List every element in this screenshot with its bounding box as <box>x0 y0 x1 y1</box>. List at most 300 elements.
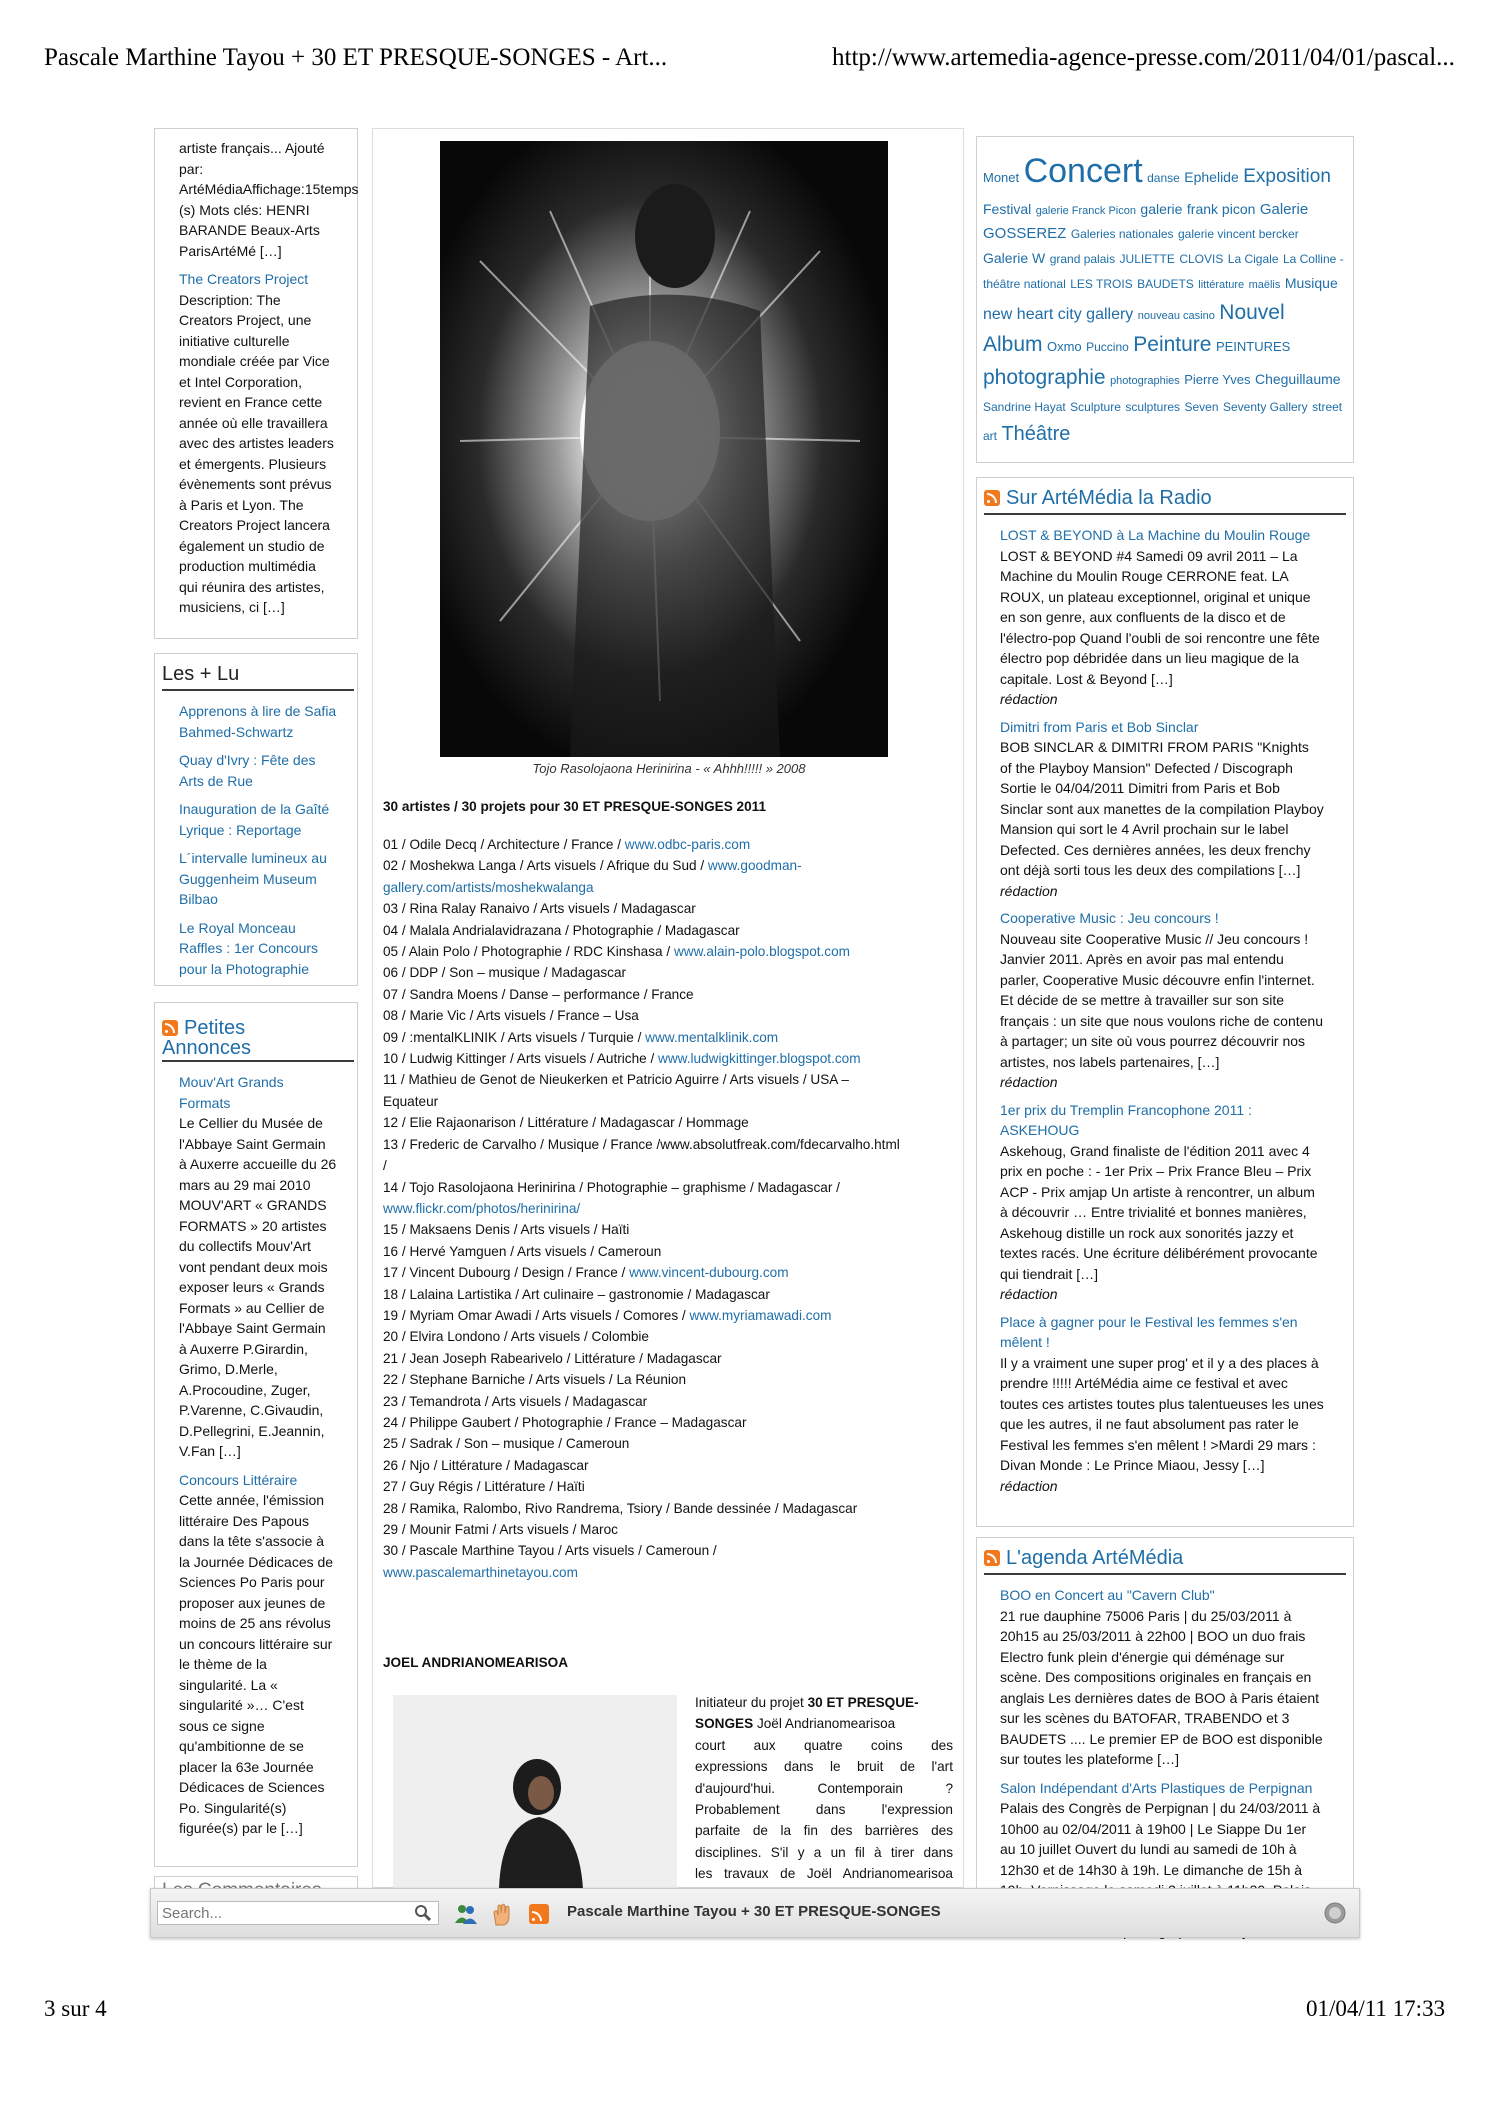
tag-link[interactable]: Musique <box>1284 275 1338 292</box>
link-line: Guggenheim Museum <box>179 870 317 887</box>
print-datetime: 01/04/11 17:33 <box>1306 1996 1446 2021</box>
excerpt-line: LOST & BEYOND #4 Samedi 09 avril 2011 – La <box>1000 547 1298 564</box>
tag-link[interactable]: Galeries nationales <box>1070 227 1174 242</box>
text-line: Description: The <box>179 291 281 308</box>
excerpt-line: ROUX, un plateau exceptionnel, original et unique <box>1000 588 1311 605</box>
artist-text: 15 / Maksaens Denis / Arts visuels / Haïti <box>383 1222 630 1238</box>
artist-row <box>383 1519 958 1540</box>
radio-post <box>1000 525 1346 710</box>
text-line: artiste français... Ajouté <box>179 140 325 156</box>
text-line: l'Abbaye Saint Germain <box>179 1135 326 1152</box>
text-line: littéraire Des Papous <box>179 1512 309 1529</box>
list-item <box>179 1072 354 1462</box>
les-plus-lu-link[interactable] <box>179 750 354 791</box>
les-plus-lu-link[interactable] <box>179 701 354 742</box>
tag-link[interactable]: La Cigale <box>1227 252 1279 267</box>
artist-row <box>383 1498 958 1519</box>
text-line: à Auxerre P.Girardin, <box>179 1340 308 1357</box>
artist-row <box>383 1262 958 1283</box>
artist-text: 09 / :mentalKLINIK / Arts visuels / Turquie / <box>383 1029 646 1045</box>
post-title-link[interactable] <box>1000 525 1346 546</box>
artist-text: 14 / Tojo Rasolojaona Herinirina / Photographie – graphisme / Madagascar / <box>383 1179 840 1195</box>
tag-link[interactable]: Cheguillaume <box>1254 370 1341 387</box>
artist-row <box>383 1198 958 1219</box>
link-line: Le Royal Monceau <box>179 919 296 936</box>
post-author: rédaction <box>1000 691 1058 707</box>
text-line: ArtéMédiaAffichage:15temps <box>179 181 359 197</box>
text-segment: Initiateur du projet <box>695 1695 808 1710</box>
text-line: par: <box>179 160 204 177</box>
artist-text: 22 / Stephane Barniche / Arts visuels / La Réunion <box>383 1372 687 1388</box>
project-name: SONGES <box>695 1716 754 1732</box>
artist-text: 04 / Malala Andrialavidrazana / Photographie / Madagascar <box>383 922 740 938</box>
artist-website-link[interactable]: www.alain-polo.blogspot.com <box>673 944 850 960</box>
text-segment: disciplines. S'il y a un fil à tirer dans <box>695 1844 953 1860</box>
excerpt-line: Machine du Moulin Rouge CERRONE feat. LA <box>1000 568 1289 584</box>
recent-posts-list <box>179 138 359 626</box>
tag-link[interactable]: gallery <box>1086 305 1134 323</box>
excerpt-line: BAUDETS .... Le premier EP de BOO est disponible <box>1000 1730 1323 1747</box>
artist-row <box>383 1562 958 1583</box>
text-line: A.Procoudine, Zuger, <box>179 1381 311 1398</box>
text-line: Creators Project lancera <box>179 517 330 533</box>
title-line: 1er prix du Tremplin Francophone 2011 : <box>1000 1101 1252 1118</box>
joel-text-line <box>695 1820 953 1841</box>
text-line: qui réunira des artistes, <box>179 578 325 595</box>
text-line: à Auxerre accueille du 26 <box>179 1156 337 1172</box>
excerpt-line: que les autres, il ne faut absolument pas rater le <box>1000 1416 1299 1432</box>
petites-annonces-title: Petites Annonces <box>162 1016 354 1062</box>
tag-link[interactable]: CLOVIS <box>1179 252 1224 267</box>
artist-row <box>383 1348 958 1369</box>
artist-text: 10 / Ludwig Kittinger / Arts visuels / Autriche / <box>383 1051 659 1067</box>
text-line: MOUV'ART « GRANDS <box>179 1197 327 1213</box>
mouvart-link[interactable]: Mouv'Art Grands Formats <box>179 1074 284 1111</box>
joel-text-line <box>695 1799 953 1820</box>
artist-row <box>383 855 958 876</box>
tag-link[interactable]: Galerie W <box>983 250 1046 267</box>
text-line: Cette année, l'émission <box>179 1492 325 1508</box>
artist-row <box>383 1369 958 1390</box>
artist-text: 24 / Philippe Gaubert / Photographie / France – Madagascar <box>383 1414 747 1430</box>
agenda-post <box>1000 1585 1346 1770</box>
joel-text <box>695 1692 953 1906</box>
artist-text: 01 / Odile Decq / Architecture / France / <box>383 837 625 852</box>
excerpt-line: Janvier 2011. Après en avoir pas mal entendu <box>1000 951 1284 967</box>
list-item <box>179 269 355 618</box>
title-line: mêlent ! <box>1000 1334 1050 1350</box>
joel-text-line <box>695 1692 953 1713</box>
tag-link[interactable]: La Colline - théâtre national <box>983 252 1344 292</box>
portrait-photo <box>393 1695 677 1889</box>
artist-text: 19 / Myriam Omar Awadi / Arts visuels / Comores / <box>383 1307 690 1323</box>
text-line: sous ce signe <box>179 1717 265 1734</box>
joel-text-line <box>695 1778 953 1799</box>
les-plus-lu-link[interactable] <box>179 848 354 910</box>
radio-post-list <box>984 525 1346 1496</box>
joel-text-line <box>695 1756 953 1777</box>
text-line: avec des artistes leaders <box>179 435 334 451</box>
excerpt-line: Festival les femmes s'en mêlent ! >Mardi 29 mars : <box>1000 1436 1316 1453</box>
artist-row <box>383 1540 958 1561</box>
joel-text-line <box>695 1863 953 1884</box>
tag-link[interactable]: Concert <box>1023 152 1143 190</box>
title-line: BOO en Concert au "Cavern Club" <box>1000 1587 1215 1603</box>
text-line: (s) Mots clés: HENRI <box>179 201 310 218</box>
tag-link[interactable]: Théâtre <box>1001 423 1071 446</box>
excerpt-line: en son genre, aux confluents de la disco et de <box>1000 609 1286 625</box>
rss-icon[interactable] <box>162 1020 178 1036</box>
artist-text: 30 / Pascale Marthine Tayou / Arts visuels / Cameroun / <box>383 1543 717 1559</box>
tag-link[interactable]: Galerie GOSSEREZ <box>983 200 1309 243</box>
text-line: évènements sont prévus <box>179 476 332 492</box>
artist-row <box>383 877 958 898</box>
tag-link[interactable]: Oxmo <box>1046 339 1082 355</box>
text-line: musiciens, ci […] <box>179 599 285 615</box>
excerpt-line: à partager; un site où vous pourrez découvrir nos <box>1000 1033 1306 1049</box>
tag-link[interactable]: galerie Franck Picon <box>1035 204 1136 217</box>
artist-text: 13 / Frederic de Carvalho / Musique / France /www.absolutfreak.com/fdecarvalho.html <box>383 1136 900 1152</box>
post-title-link[interactable] <box>1000 717 1346 738</box>
artist-row <box>383 941 958 962</box>
excerpt-line: électro pop débridée dans un lieu magique de la <box>1000 650 1299 666</box>
rss-icon[interactable] <box>984 490 1000 506</box>
text-segment: court aux quatre coins des <box>695 1737 953 1753</box>
artist-row <box>383 1112 958 1133</box>
title-line: Cooperative Music : Jeu concours ! <box>1000 910 1219 926</box>
artist-row <box>383 1391 958 1412</box>
tag-link[interactable]: Sculpture <box>1070 399 1121 414</box>
radio-post <box>1000 1312 1346 1497</box>
title-line: Salon Indépendant d'Arts Plastiques de Perpignan <box>1000 1779 1313 1796</box>
artist-row <box>383 1412 958 1433</box>
text-line: proposer aux jeunes de <box>179 1594 326 1611</box>
text-line: qu'ambitionne de se <box>179 1738 304 1754</box>
excerpt-line: Defected. Ces dernières années, les deux frenchy <box>1000 841 1311 858</box>
text-line: BARANDE Beaux-Arts <box>179 222 320 238</box>
text-line: Po. Singularité(s) <box>179 1799 287 1816</box>
close-icon[interactable] <box>1323 1901 1347 1925</box>
text-line: également un studio de <box>179 537 325 554</box>
artist-text: 20 / Elvira Londono / Arts visuels / Colombie <box>383 1329 649 1345</box>
tag-link[interactable]: photographie <box>983 365 1106 389</box>
artist-website-link[interactable]: www.vincent-dubourg.com <box>629 1265 789 1281</box>
rss-icon[interactable] <box>529 1904 549 1924</box>
excerpt-line: BOB SINCLAR & DIMITRI FROM PARIS "Knights <box>1000 739 1309 755</box>
artist-row <box>383 1048 958 1069</box>
les-plus-lu-link[interactable] <box>179 799 354 840</box>
tag-link[interactable]: Nouvel Album <box>983 300 1285 357</box>
post-title-link[interactable] <box>1000 1312 1346 1353</box>
text-line: Dédicaces de Sciences <box>179 1779 325 1795</box>
text-line: le thème de la <box>179 1656 267 1672</box>
artist-text: 07 / Sandra Moens / Danse – performance / France <box>383 986 694 1002</box>
post-excerpt <box>179 138 359 261</box>
artist-row <box>383 834 958 855</box>
link-line: pour la Photographie <box>179 960 309 977</box>
artist-text: 02 / Moshekwa Langa / Arts visuels / Afrique du Sud / <box>383 858 708 874</box>
artist-website-link[interactable]: www.mentalklinik.com <box>645 1029 779 1045</box>
agenda-widget <box>976 1537 1354 1937</box>
artist-row <box>383 962 958 983</box>
tag-link[interactable]: photographies <box>1110 374 1180 387</box>
artist-website-link[interactable]: gallery.com/artists/moshekwalanga <box>383 879 594 895</box>
title-line: Dimitri from Paris et Bob Sinclar <box>1000 718 1199 735</box>
text-line: placer la 63e Journée <box>179 1758 314 1775</box>
artist-row <box>383 1241 958 1262</box>
post-excerpt <box>179 1490 354 1839</box>
artist-website-link[interactable]: www.pascalemarthinetayou.com <box>383 1564 578 1580</box>
post-title-link[interactable] <box>1000 908 1346 929</box>
text-line: production multimédia <box>179 558 316 574</box>
tag-link[interactable]: maëlis <box>1248 279 1281 292</box>
link-line: L´intervalle lumineux au <box>179 850 327 866</box>
tag-link[interactable]: LES TROIS <box>1070 277 1133 292</box>
excerpt-line: 10h00 au 02/04/2011 à 19h00 | Le Siappe Du 1er <box>1000 1820 1307 1837</box>
excerpt-line: sur les scènes du BATOFAR, TRABENDO et 3 <box>1000 1710 1290 1726</box>
artist-text: 29 / Mounir Fatmi / Arts visuels / Maroc <box>383 1522 618 1537</box>
link-line: Apprenons à lire de Safia <box>179 703 337 719</box>
radio-title: Sur ArtéMédia la Radio <box>984 485 1346 515</box>
excerpt-line: Askehoug, Grand finaliste de l'édition 2011 avec 4 <box>1000 1142 1310 1159</box>
tag-link[interactable]: Pierre Yves <box>1184 371 1251 387</box>
excerpt-line: Palais des Congrès de Perpignan | du 24/03/2011 à <box>1000 1800 1321 1816</box>
artist-text: Equateur <box>383 1093 439 1109</box>
excerpt-line: l'électro-pop Quand l'oubli de soi rencontre une fête <box>1000 629 1320 646</box>
artist-row <box>383 1455 958 1476</box>
tag-link[interactable]: new heart city <box>983 305 1082 323</box>
artist-text: 23 / Temandrota / Arts visuels / Madagascar <box>383 1393 648 1409</box>
text-line: l'Abbaye Saint Germain <box>179 1320 326 1336</box>
artist-text: 12 / Elie Rajaonarison / Littérature / Madagascar / Hommage <box>383 1115 749 1131</box>
article-heading: 30 artistes / 30 projets pour 30 ET PRESQUE-SONGES 2011 <box>383 799 767 814</box>
les-plus-lu-list <box>162 701 354 979</box>
radio-post <box>1000 1100 1346 1305</box>
tag-link[interactable]: Seven <box>1184 399 1219 414</box>
joel-text-line <box>695 1713 953 1734</box>
list-item <box>179 1470 354 1839</box>
excerpt-line: artistes, nos labels partenaires, […] <box>1000 1053 1220 1070</box>
text-line: exposer leurs « Grands <box>179 1279 325 1295</box>
artist-row <box>383 1326 958 1347</box>
les-plus-lu-widget <box>154 653 358 986</box>
concours-litteraire-link[interactable]: Concours Littéraire <box>179 1471 298 1488</box>
tag-link[interactable]: grand palais <box>1049 252 1116 267</box>
article-panel <box>372 128 964 1888</box>
artist-text: 08 / Marie Vic / Arts visuels / France – Usa <box>383 1008 639 1024</box>
title-line: ASKEHOUG <box>1000 1122 1080 1138</box>
tag-link[interactable]: Monet <box>983 170 1020 185</box>
les-plus-lu-link[interactable] <box>179 918 354 980</box>
tag-link[interactable]: galerie <box>1140 200 1183 217</box>
artist-row <box>383 920 958 941</box>
excerpt-line: Askehoug distille un rock aux sonorités jazzy et <box>1000 1224 1294 1241</box>
text-segment: d'aujourd'hui. Contemporain ? <box>695 1780 953 1796</box>
text-segment: Joël Andrianomearisoa <box>753 1716 896 1732</box>
artist-text: 17 / Vincent Dubourg / Design / France / <box>383 1265 630 1281</box>
petites-annonces-list <box>162 1072 354 1839</box>
excerpt-line: à découvrir … Entre trivialité et bonnes manières, <box>1000 1204 1307 1220</box>
artist-text: 28 / Ramika, Ralombo, Rivo Randrema, Tsiory / Bande dessinée / Madagascar <box>383 1500 858 1516</box>
link-line: Bilbao <box>179 891 218 907</box>
post-title-link[interactable] <box>1000 1100 1346 1141</box>
search-box[interactable] <box>157 1901 439 1925</box>
post-excerpt <box>179 1113 354 1462</box>
tag-link[interactable]: frank picon <box>1186 200 1256 217</box>
artist-text: 06 / DDP / Son – musique / Madagascar <box>383 965 627 981</box>
text-line: Creators Project, une <box>179 312 312 328</box>
artist-text: 03 / Rina Ralay Ranaivo / Arts visuels / Madagascar <box>383 901 696 917</box>
people-icon[interactable] <box>453 1901 479 1927</box>
artist-row <box>383 1219 958 1240</box>
tag-link[interactable]: danse <box>1147 171 1180 185</box>
excerpt-line: qui tiendrait […] <box>1000 1265 1099 1282</box>
tag-link[interactable]: Puccino <box>1086 340 1129 355</box>
tag-link[interactable]: sculptures <box>1125 399 1181 414</box>
artist-website-link[interactable]: www.goodman- <box>707 858 802 874</box>
excerpt-line: Divan Monde : Le Prince Miaou, Jessy […] <box>1000 1457 1265 1473</box>
artist-website-link[interactable]: www.ludwigkittinger.blogspot.com <box>658 1051 861 1067</box>
search-input[interactable] <box>158 1902 396 1924</box>
artist-row <box>383 1433 958 1454</box>
creators-project-link[interactable]: The Creators Project <box>179 271 309 287</box>
artist-text: 11 / Mathieu de Genot de Nieukerken et Patricio Aguirre / Arts visuels / USA – <box>383 1072 849 1088</box>
link-line: Raffles : 1er Concours <box>179 940 319 956</box>
text-line: moins de 25 ans révolus <box>179 1615 331 1631</box>
tag-link[interactable]: Ephelide <box>1184 169 1239 185</box>
text-segment: les travaux de Joël Andrianomearisoa <box>695 1866 953 1882</box>
search-icon[interactable] <box>414 1904 432 1922</box>
radio-post <box>1000 908 1346 1093</box>
artist-row <box>383 1134 958 1155</box>
text-line: Sciences Po Paris pour <box>179 1574 325 1590</box>
text-line: figurée(s) par le […] <box>179 1820 303 1836</box>
text-line: un concours littéraire sur <box>179 1635 333 1652</box>
artist-website-link[interactable]: www.flickr.com/photos/herinirina/ <box>383 1200 581 1216</box>
excerpt-line: scène. Des compositions originales en français en <box>1000 1669 1312 1685</box>
joel-text-line <box>695 1842 953 1863</box>
radio-post <box>1000 717 1346 902</box>
text-segment: Probablement dans l'expression <box>695 1802 953 1818</box>
artist-row <box>383 1069 958 1090</box>
artist-text: 25 / Sadrak / Son – musique / Cameroun <box>383 1436 630 1452</box>
text-segment: parfaite de la fin des barrières des <box>695 1823 953 1839</box>
les-plus-lu-title: Les + Lu <box>162 661 354 691</box>
text-line: mars au 29 mai 2010 <box>179 1176 311 1193</box>
excerpt-line: au 10 juillet Ouvert du lundi au samedi de 10h à <box>1000 1841 1297 1857</box>
text-line: revient en France cette <box>179 394 323 410</box>
tag-link[interactable]: BAUDETS <box>1137 277 1194 292</box>
text-line: ParisArtéMé […] <box>179 242 282 259</box>
artist-row <box>383 1155 958 1176</box>
link-line: Bahmed-Schwartz <box>179 723 294 740</box>
tag-link[interactable]: Seventy Gallery <box>1222 399 1308 414</box>
tag-link[interactable]: nouveau casino <box>1137 309 1215 322</box>
text-line: et Intel Corporation, <box>179 373 302 390</box>
text-line: initiative culturelle <box>179 332 290 349</box>
tag-link[interactable]: JULIETTE <box>1119 252 1175 267</box>
excerpt-line: toutes ces artistes toutes plus talentueuses les unes <box>1000 1395 1324 1412</box>
link-line: Arts de Rue <box>179 772 253 789</box>
post-excerpt <box>179 290 355 618</box>
post-author: rédaction <box>1000 1286 1058 1302</box>
text-line: mondiale créée par Vice <box>179 353 330 369</box>
print-page-number: 3 sur 4 <box>44 1996 107 2021</box>
text-line: FORMATS » 20 artistes <box>179 1217 327 1234</box>
tag-link[interactable]: galerie vincent bercker <box>1178 227 1299 242</box>
tag-link[interactable]: Sandrine Hayat <box>983 399 1066 414</box>
tag-link[interactable]: Festival <box>983 200 1032 217</box>
excerpt-line: Sinclar sont aux manettes de la compilation Playboy <box>1000 800 1324 817</box>
artist-row <box>383 1305 958 1326</box>
artist-text: 05 / Alain Polo / Photographie / RDC Kinshasa / <box>383 944 674 960</box>
artist-row <box>383 1476 958 1497</box>
text-line: et émergents. Plusieurs <box>179 455 327 472</box>
title-line: Place à gagner pour le Festival les femmes s'en <box>1000 1313 1298 1330</box>
text-line: la Journée Dédicaces de <box>179 1553 334 1570</box>
text-line: D.Pellegrini, E.Jeannin, <box>179 1422 325 1439</box>
artist-row <box>383 1005 958 1026</box>
artist-row <box>383 1027 958 1048</box>
radio-widget <box>976 477 1354 1527</box>
artist-website-link[interactable]: www.odbc-paris.com <box>624 837 751 852</box>
link-line: Lyrique : Reportage <box>179 821 302 838</box>
tag-link[interactable]: street art <box>983 399 1343 444</box>
project-name: 30 ET PRESQUE- <box>807 1695 919 1710</box>
text-line: année où elle travaillera <box>179 414 328 431</box>
floating-toolbar <box>150 1888 1360 1938</box>
title-line: LOST & BEYOND à La Machine du Moulin Rouge <box>1000 527 1311 543</box>
tag-link[interactable]: littérature <box>1198 279 1245 292</box>
toolbar-title: Pascale Marthine Tayou + 30 ET PRESQUE-SONGES <box>567 1903 941 1920</box>
event-title-link[interactable] <box>1000 1585 1346 1606</box>
post-author: rédaction <box>1000 882 1058 899</box>
excerpt-line: Il y a vraiment une super prog' et il y a des places à <box>1000 1354 1319 1371</box>
excerpt-line: 20h15 au 25/03/2011 à 22h00 | BOO un duo frais <box>1000 1628 1306 1644</box>
excerpt-line: français : un site que nous voulons riche de contenu <box>1000 1012 1323 1029</box>
link-line: Quay d'Ivry : Fête des <box>179 752 316 768</box>
excerpt-line: capitale. Lost & Beyond […] <box>1000 670 1173 687</box>
excerpt-line: anglais Les dernières dates de BOO à Paris étaient <box>1000 1689 1320 1706</box>
text-line: P.Varenne, C.Givaudin, <box>179 1402 324 1418</box>
tag-link[interactable]: Peinture <box>1133 333 1212 357</box>
text-line: du collectifs Mouv'Art <box>179 1238 311 1254</box>
artist-text: 16 / Hervé Yamguen / Arts visuels / Cameroun <box>383 1243 662 1259</box>
excerpt-line: ont déjà sorti tous les deux des compilations […] <box>1000 862 1301 878</box>
tag-link[interactable]: PEINTURES <box>1215 339 1291 355</box>
text-line: singularité »… C'est <box>179 1697 304 1713</box>
artist-row <box>383 898 958 919</box>
excerpt-line: Nouveau site Cooperative Music // Jeu concours ! <box>1000 930 1309 947</box>
text-line: Formats » au Cellier de <box>179 1299 325 1316</box>
event-title-link[interactable] <box>1000 1778 1346 1799</box>
photo-caption: Tojo Rasolojaona Herinirina - « Ahhh!!!!! » 2008 <box>532 761 806 776</box>
excerpt-line: ACP - Prix amjap Un artiste à rencontrer, un album <box>1000 1183 1315 1200</box>
text-line: à Paris et Lyon. The <box>179 496 304 513</box>
tag-link[interactable]: Exposition <box>1243 166 1331 187</box>
text-line: V.Fan […] <box>179 1443 241 1459</box>
rss-icon[interactable] <box>984 1550 1000 1566</box>
artist-text: 18 / Lalaina Lartistika / Art culinaire – gastronomie / Madagascar <box>383 1286 770 1302</box>
excerpt-line: of the Playboy Mansion" Defected / Discograph <box>1000 759 1293 776</box>
excerpt-line: prix en poche : - 1er Prix – Prix France Bleu – Prix <box>1000 1163 1312 1179</box>
agenda-title: L'agenda ArtéMédia <box>984 1545 1346 1575</box>
excerpt-line: prendre !!!!! ArtéMédia aime ce festival et avec <box>1000 1375 1288 1391</box>
tag-cloud <box>983 145 1345 450</box>
artist-website-link[interactable]: www.myriamawadi.com <box>689 1307 832 1323</box>
artist-text: 27 / Guy Régis / Littérature / Haïti <box>383 1479 585 1495</box>
hand-icon[interactable] <box>489 1901 515 1927</box>
